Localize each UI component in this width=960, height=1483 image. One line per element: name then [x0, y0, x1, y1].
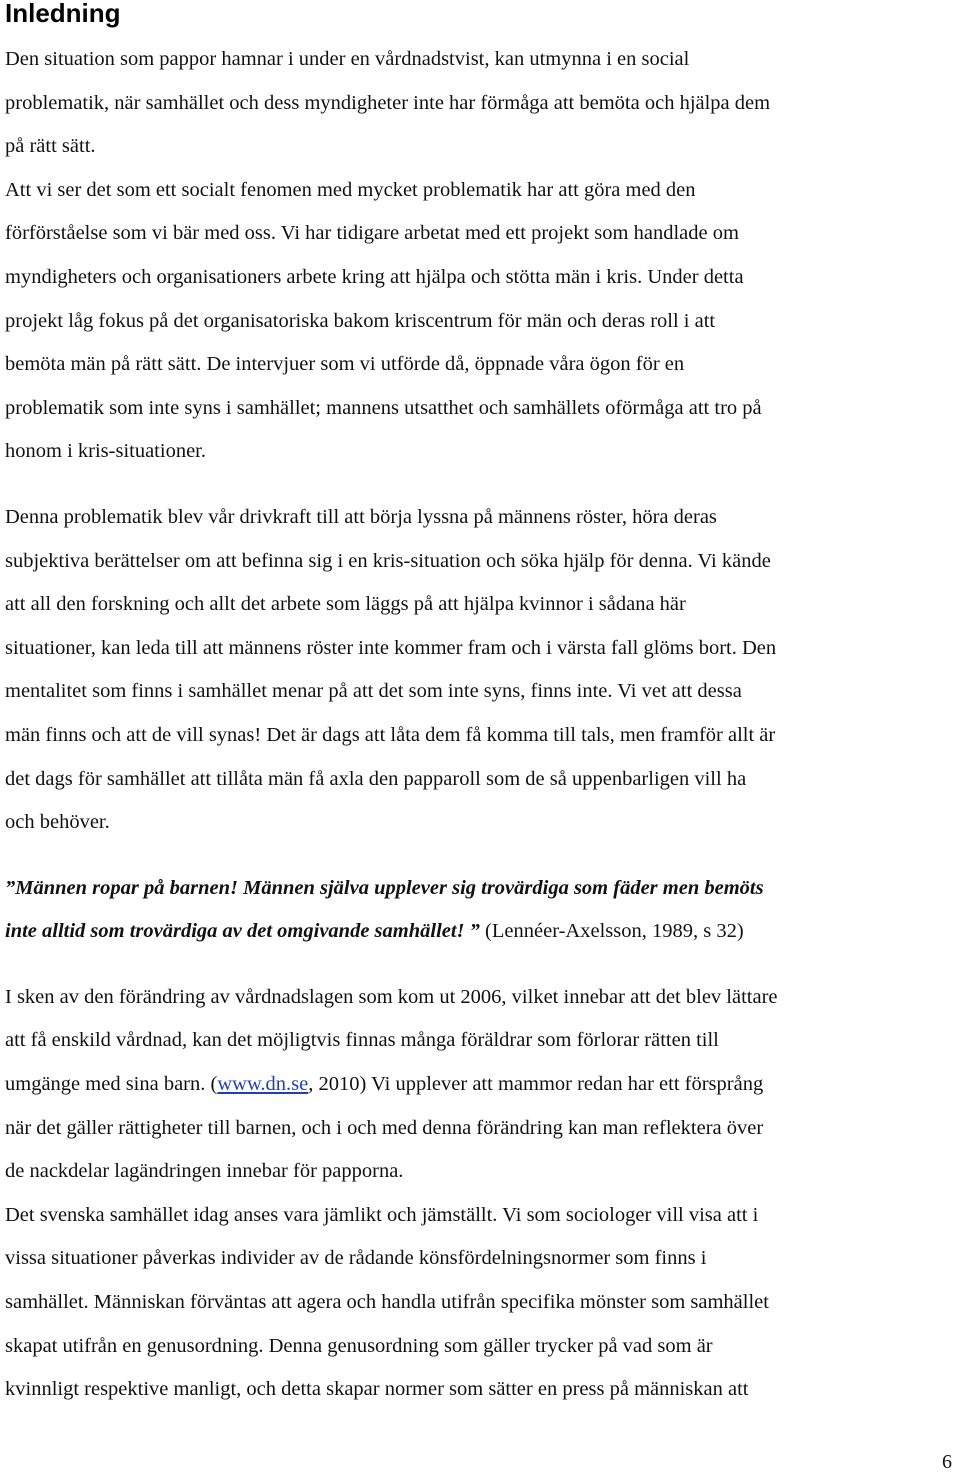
document-page — [5, 0, 957, 1412]
text-line: när det gäller rättigheter till barnen, och i och med denna förändring kan man reflektera över — [5, 1116, 764, 1139]
text-line: och behöver. — [5, 811, 110, 834]
text-line: subjektiva berättelser om att befinna sig i en kris-situation och söka hjälp för denna. Vi kände — [5, 549, 771, 572]
paragraph-custody-law — [5, 976, 957, 1194]
text-line: honom i kris-situationer. — [5, 440, 206, 463]
paragraph-spacer — [5, 474, 957, 496]
text-line: Det svenska samhället idag anses vara jämlikt och jämställt. Vi som sociologer vill visa att i — [5, 1203, 759, 1226]
text-line: bemöta män på rätt sätt. De intervjuer som vi utförde då, öppnade våra ögon för en — [5, 353, 685, 376]
text-line: Denna problematik blev vår drivkraft till att börja lyssna på männens röster, höra deras — [5, 505, 717, 528]
text-line: att få enskild vårdnad, kan det möjligtvis finnas många föräldrar som förlorar rätten till — [5, 1029, 719, 1052]
text-fragment: umgänge med sina barn. ( — [5, 1073, 218, 1096]
quote-line: ”Männen ropar på barnen! Männen själva upplever sig trovärdiga som fäder men bemöts — [5, 876, 764, 899]
text-line: män finns och att de vill synas! Det är dags att låta dem få komma till tals, men framför allt är — [5, 723, 776, 746]
quote-text: inte alltid som trovärdiga av det omgivande samhället! ” — [5, 920, 480, 943]
text-line: I sken av den förändring av vårdnadslagen som kom ut 2006, vilket innebar att det blev lättare — [5, 985, 778, 1008]
text-line: mentalitet som finns i samhället menar på att det som inte syns, finns inte. Vi vet att dessa — [5, 680, 742, 703]
text-line: på rätt sätt. — [5, 135, 96, 158]
page-number: 6 — [942, 1451, 952, 1473]
text-line-with-link — [5, 1063, 957, 1107]
text-line: att all den forskning och allt det arbete som läggs på att hjälpa kvinnor i sådana här — [5, 593, 686, 616]
text-fragment: , 2010) Vi upplever att mammor redan har ett försprång — [308, 1073, 764, 1096]
paragraph-motivation — [5, 496, 957, 845]
paragraph-gender-norms — [5, 1194, 957, 1412]
paragraph-spacer — [5, 954, 957, 976]
block-quote — [5, 867, 957, 954]
dn-link[interactable]: www.dn.se — [217, 1073, 309, 1096]
text-line: Att vi ser det som ett socialt fenomen med mycket problematik har att göra med den — [5, 178, 696, 201]
paragraph-intro — [5, 38, 957, 474]
text-line: förförståelse som vi bär med oss. Vi har tidigare arbetat med ett projekt som handlade om — [5, 222, 739, 245]
text-line: skapat utifrån en genusordning. Denna genusordning som gäller trycker på vad som är — [5, 1334, 713, 1357]
text-line: Den situation som pappor hamnar i under en vårdnadstvist, kan utmynna i en social — [5, 48, 690, 70]
text-line: projekt låg fokus på det organisatoriska bakom kriscentrum för män och deras roll i att — [5, 309, 716, 332]
quote-line-with-reference — [5, 910, 957, 954]
text-line: de nackdelar lagändringen innebar för papporna. — [5, 1160, 404, 1183]
text-line: samhället. Människan förväntas att agera och handla utifrån specifika mönster som samhället — [5, 1291, 769, 1314]
section-heading: Inledning — [5, 0, 121, 28]
text-line: vissa situationer påverkas individer av de rådande könsfördelningsnormer som finns i — [5, 1247, 707, 1270]
quote-reference: (Lennéer-Axelsson, 1989, s 32) — [479, 920, 744, 943]
text-line: myndigheters och organisationers arbete kring att hjälpa och stötta män i kris. Under detta — [5, 265, 744, 288]
text-line: situationer, kan leda till att männens röster inte kommer fram och i värsta fall glöms bort. Den — [5, 636, 777, 659]
text-line: kvinnligt respektive manligt, och detta skapar normer som sätter en press på människan att — [5, 1378, 749, 1401]
text-line: det dags för samhället att tillåta män få axla den papparoll som de så uppenbarligen vill ha — [5, 767, 747, 790]
paragraph-spacer — [5, 845, 957, 867]
text-line: problematik, när samhället och dess myndigheter inte har förmåga att bemöta och hjälpa dem — [5, 91, 771, 114]
text-line: problematik som inte syns i samhället; mannens utsatthet och samhällets oförmåga att tro på — [5, 396, 762, 419]
